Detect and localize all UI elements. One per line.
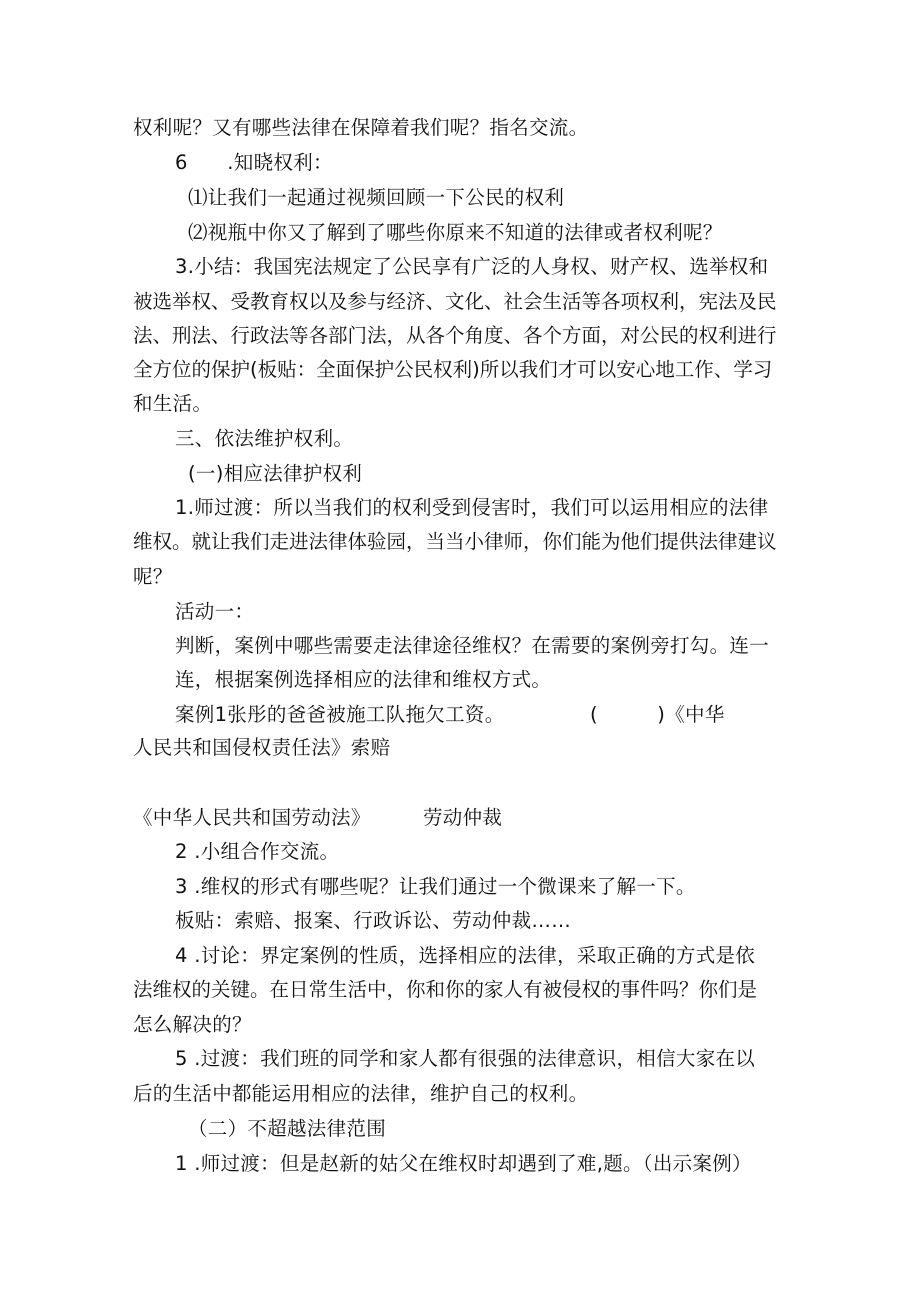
- text-line: 维权。就让我们走进法律体验园，当当小律师，你们能为他们提供法律建议: [133, 530, 777, 553]
- text-line: 后的生活中都能运用相应的法律，维护自己的权利。: [133, 1082, 589, 1105]
- text-line: 被选举权、受教育权以及参与经济、文化、社会生活等各项权利，宪法及民: [133, 290, 777, 313]
- text-line: 法、刑法、行政法等各部门法，从各个角度、各个方面，对公民的权利进行: [133, 324, 777, 347]
- section-heading: 三、依法维护权利。: [175, 427, 354, 450]
- case-text: 案例1张彤的爸爸被施工队拖欠工资。: [175, 703, 505, 726]
- subsection-heading: (一)相应法律护权利: [188, 462, 363, 485]
- text-line: 权利呢？又有哪些法律在保障着我们呢？指名交流。: [133, 116, 589, 139]
- subsection-heading: （二）不超越法律范围: [188, 1117, 387, 1140]
- text-line: 人民共和国侵权责任法》索赔: [133, 736, 391, 759]
- text-line: 判断，案例中哪些需要走法律途径维权？在需要的案例旁打勾。连一: [175, 634, 770, 657]
- text-line: 呢？: [133, 565, 173, 588]
- text-line: 怎么解决的？: [133, 1013, 252, 1036]
- text-line: 板贴：索赔、报案、行政诉讼、劳动仲裁……: [175, 909, 572, 932]
- method-option: 劳动仲裁: [423, 806, 503, 829]
- text-line: 连，根据案例选择相应的法律和维权方式。: [175, 668, 552, 691]
- text-line: 4 .讨论：界定案例的性质，选择相应的法律，采取正确的方式是依: [175, 944, 756, 967]
- text-line: 3.小结：我国宪法规定了公民享有广泛的人身权、财产权、选举权和: [175, 255, 769, 278]
- text-line: 1 .师过渡：但是赵新的姑父在维权时却遇到了难,题。（出示案例）: [175, 1152, 752, 1175]
- text-line: 全方位的保护(板贴：全面保护公民权利)所以我们才可以安心地工作、学习: [133, 358, 773, 381]
- text-line: 2 .小组合作交流。: [175, 840, 340, 863]
- text-line: ⑵视瓶中你又了解到了哪些你原来不知道的法律或者权利呢？: [188, 221, 723, 244]
- text-line: 法维权的关键。在日常生活中，你和你的家人有被侵权的事件吗？你们是: [133, 978, 758, 1001]
- text-line: 3 .维权的形式有哪些呢？让我们通过一个微课来了解一下。: [175, 875, 696, 898]
- text-line: ⑴让我们一起通过视频回顾一下公民的权利: [188, 186, 565, 209]
- law-option: 《中华人民共和国劳动法》: [133, 806, 371, 829]
- text-line: 5 .过渡：我们班的同学和家人都有很强的法律意识，相信大家在以: [175, 1047, 756, 1070]
- text-line: 1.师过渡：所以当我们的权利受到侵害时，我们可以运用相应的法律: [175, 496, 769, 519]
- case-blank-law: ( )《中华: [590, 703, 725, 726]
- text-line: 和生活。: [133, 392, 213, 415]
- text-line: 6 .知晓权利：: [175, 151, 333, 174]
- text-line: 活动一：: [175, 600, 255, 623]
